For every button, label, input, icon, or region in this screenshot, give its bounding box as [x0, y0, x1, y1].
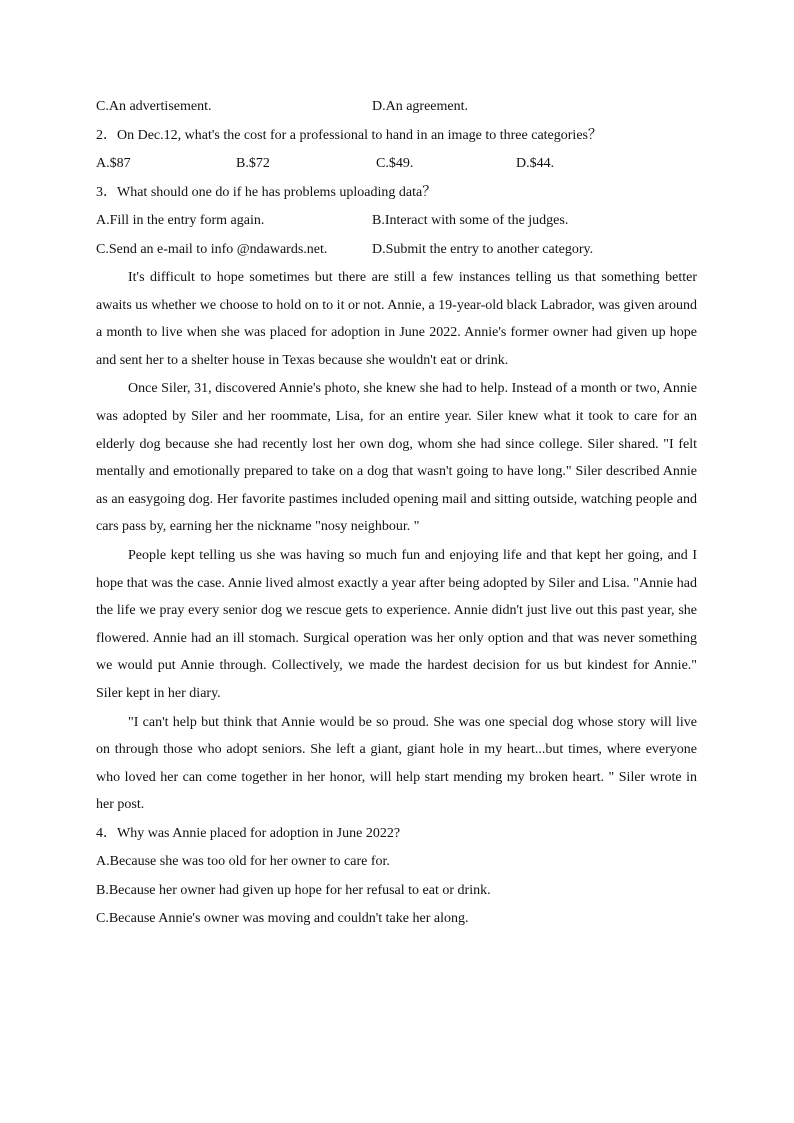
document-page [96, 93, 697, 934]
question-3-options-ab [96, 207, 697, 236]
question-2-stem: 2．On Dec.12, what's the cost for a professional to hand in an image to three categories？ [96, 127, 602, 143]
option-2c: C.$49. [376, 156, 414, 171]
option-1d: D.An agreement. [372, 99, 469, 114]
question-3-stem: 3．What should one do if he has problems uploading data？ [96, 184, 437, 200]
option-3d: D.Submit the entry to another category. [372, 241, 594, 257]
passage-paragraph: "I can't help but think that Annie would be so proud. She was one special dog whose story will live on through those who adopt seniors. She left a giant, giant hole in my heart...but times, where everyone who loved her can come together in her honor, will help start mending my broken heart. " Siler wrote in her post. [96, 714, 697, 813]
option-3b: B.Interact with some of the judges. [372, 213, 569, 228]
option-2a: A.$87 [96, 156, 131, 171]
passage-paragraph: Once Siler, 31, discovered Annie's photo, she knew she had to help. Instead of a month or two, Annie was adopted by Siler and her roommate, Lisa, for an entire year. Siler knew what it took to care for an elderly dog because she had recently lost her own dog, whom she had since college. Siler shared. "I felt mentally and emotionally prepared to take on a dog that wasn't going to have long." Siler described Annie as an easygoing dog. Her favorite pastimes included opening mail and sitting outside, watching people and cars pass by, earning her the nickname "nosy neighbour. " [96, 381, 697, 535]
question-4-stem: 4．Why was Annie placed for adoption in June 2022? [96, 825, 401, 841]
option-3a: A.Fill in the entry form again. [96, 213, 265, 228]
passage-paragraph: People kept telling us she was having so much fun and enjoying life and that kept her going, and I hope that was the case. Annie lived almost exactly a year after being adopted by Siler and Lisa. "Annie had the life we pray every senior dog we rescue gets to experience. Annie didn't just live out this past year, she flowered. Annie had an ill stomach. Surgical operation was her only option and that was never something we would put Annie through. Collectively, we made the hardest decision for us but kindest for Annie." Siler kept in her diary. [96, 547, 697, 701]
passage-paragraph: It's difficult to hope sometimes but there are still a few instances telling us that something better awaits us whether we choose to hold on to it or not. Annie, a 19-year-old black Labrador, was given around a month to live when she was placed for adoption in June 2022. Annie's former owner had given up hope and sent her to a shelter house in Texas because she wouldn't eat or drink. [96, 270, 697, 368]
question-3-options-cd [96, 236, 697, 265]
option-4c: C.Because Annie's owner was moving and couldn't take her along. [96, 911, 469, 927]
option-1c: C.An advertisement. [96, 99, 212, 114]
option-2b: B.$72 [236, 156, 270, 171]
question-1-options-cd [96, 93, 697, 122]
option-4b: B.Because her owner had given up hope for her refusal to eat or drink. [96, 882, 491, 898]
option-2d: D.$44. [516, 156, 555, 171]
option-4a: A.Because she was too old for her owner to care for. [96, 854, 390, 870]
option-3c: C.Send an e-mail to info @ndawards.net. [96, 241, 328, 257]
question-2-options [96, 150, 697, 179]
